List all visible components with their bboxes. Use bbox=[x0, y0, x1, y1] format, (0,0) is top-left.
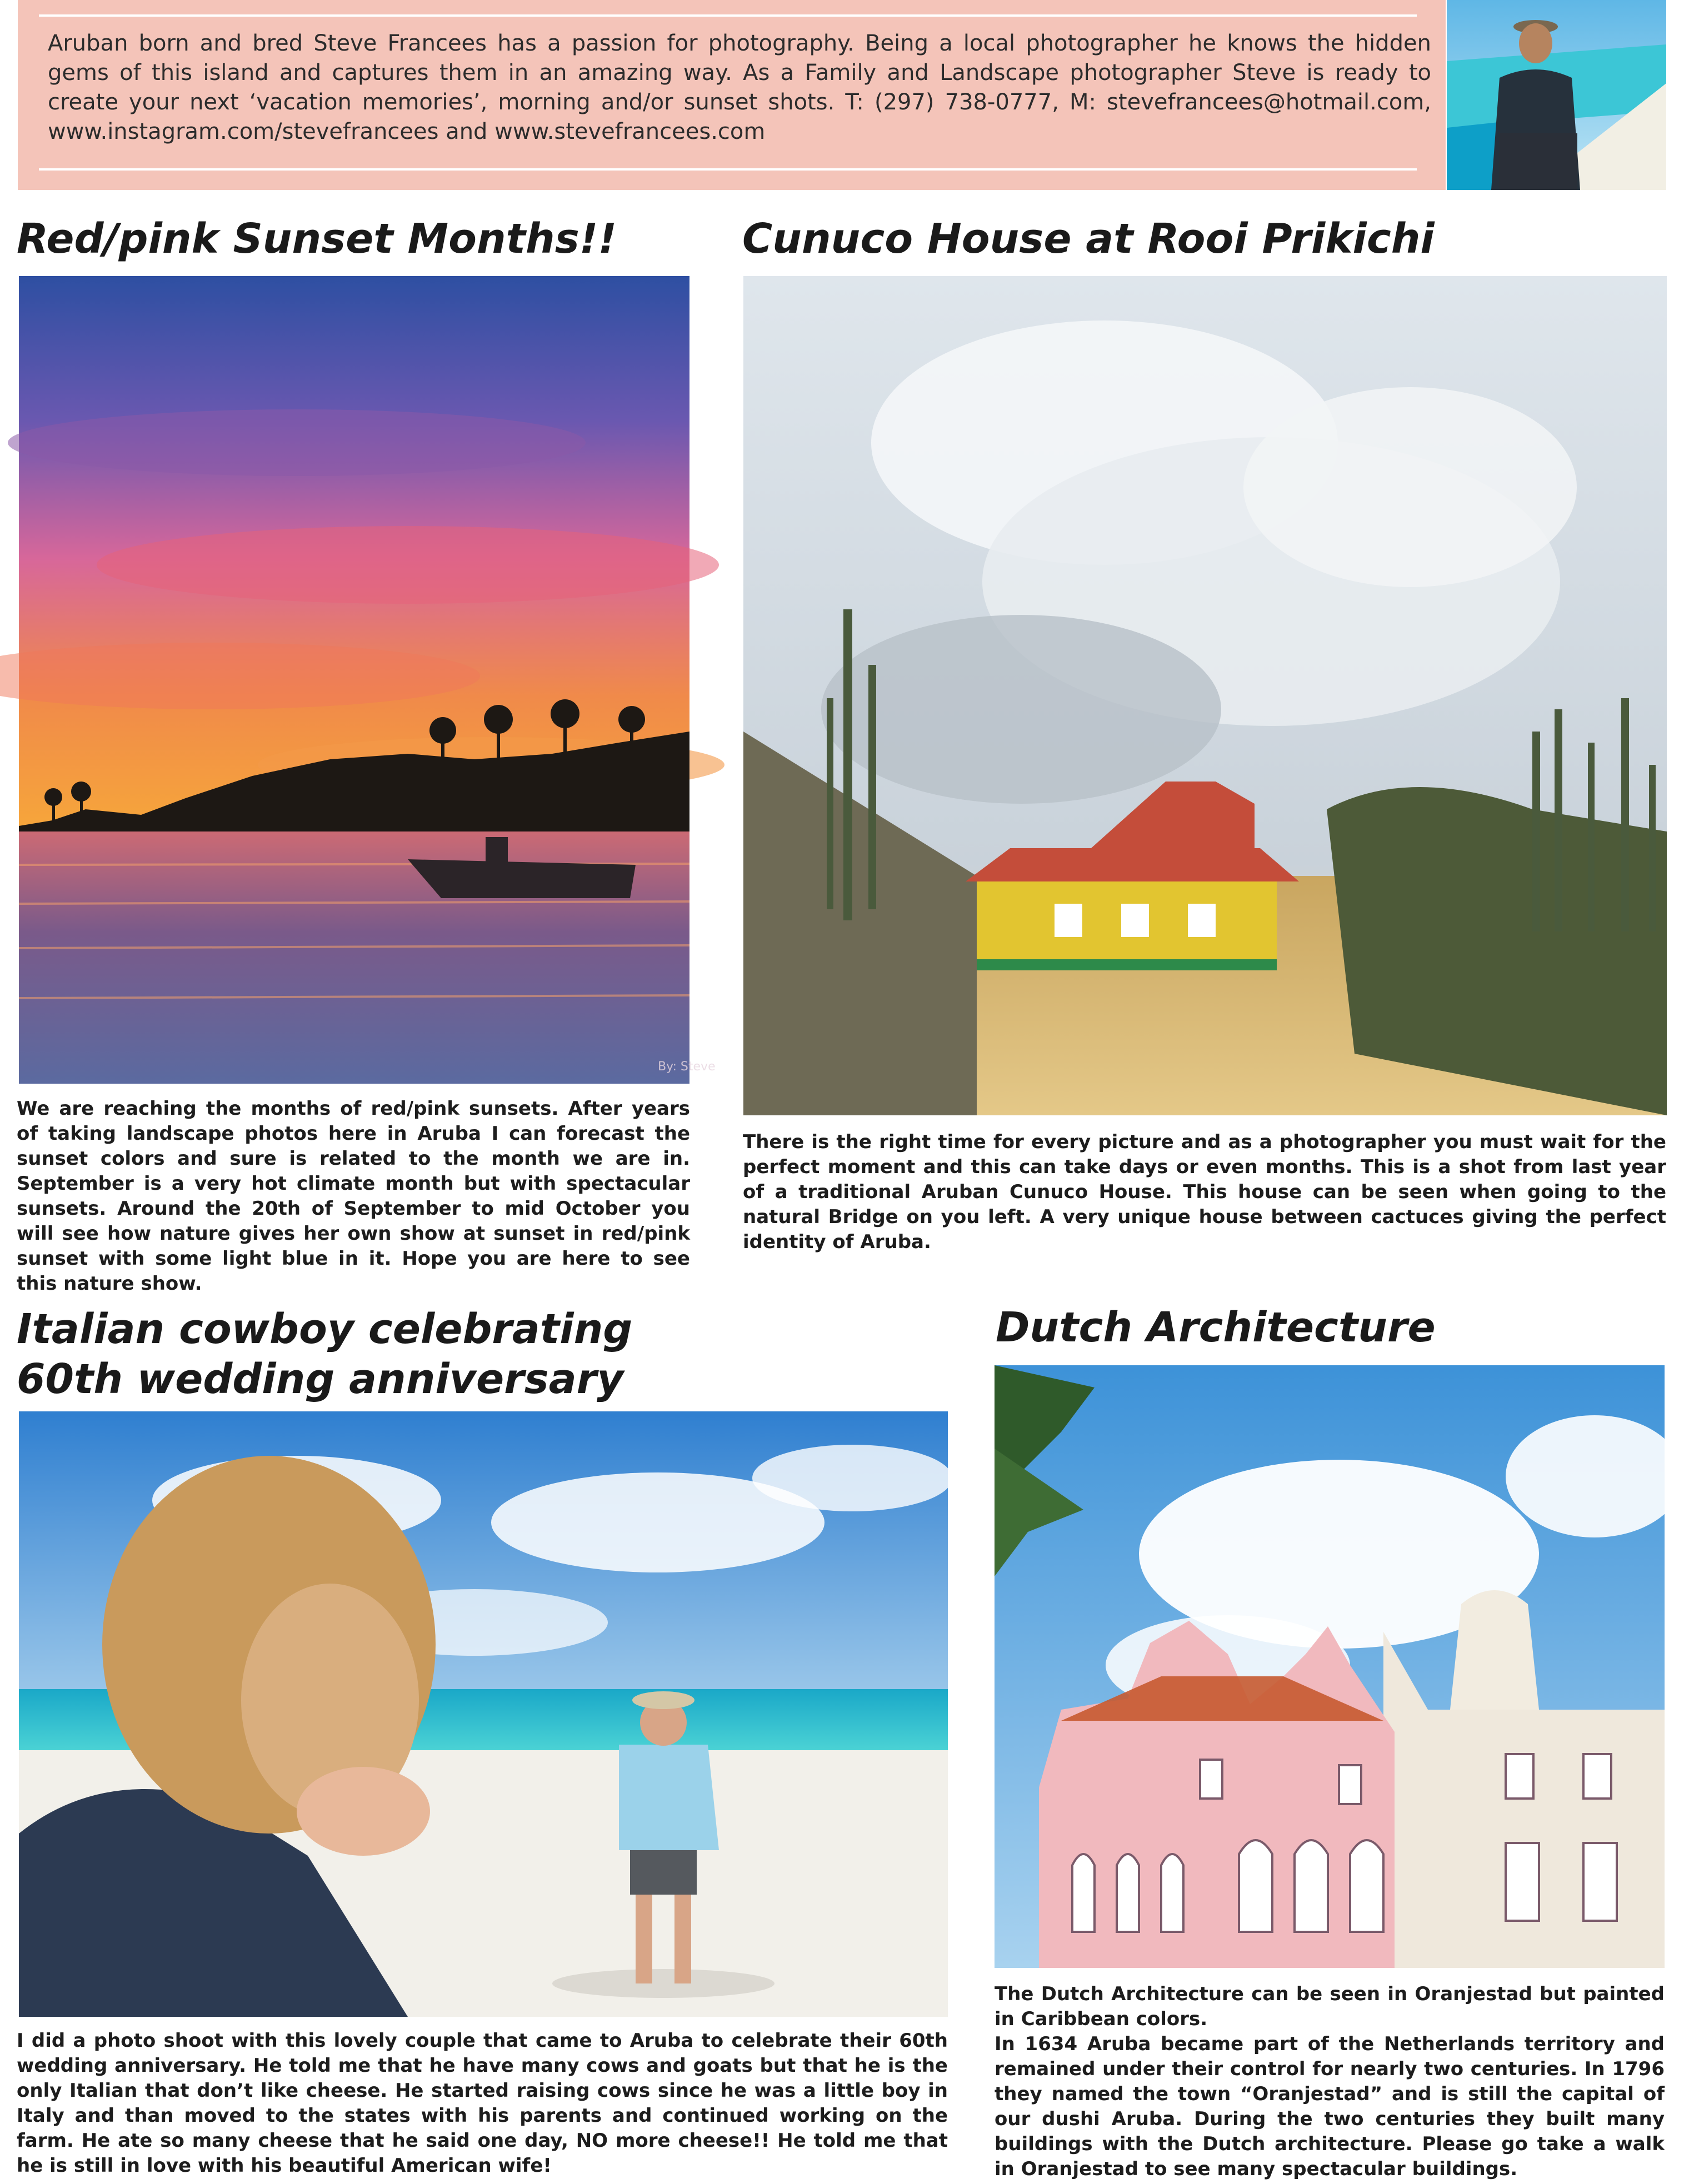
intro-text: Aruban born and bred Steve Francees has a passion for photography. Being a local photographer he knows the hidden gems of this island and captures them in an amazing way. As a Family and Landscape photographer Steve is ready to create your next ‘vacation memories’, morning and/or sunset shots. T: (297) 738-0777, M: stevefrancees@hotmail.com, www.instagram.com/stevefrancees and www.stevefrancees.com bbox=[48, 31, 1431, 144]
banner-bottom-rule bbox=[39, 168, 1417, 171]
cowboy-photo bbox=[19, 1411, 948, 2017]
dutch-body-p2: In 1634 Aruba became part of the Netherlands territory and remained under their control for nearly two centuries. In 1796 they named the town “Oranjestad” and is still the capital of our dushi Aruba. During the two centuries they built many buildings with the Dutch architecture. Please go take a walk in Oranjestad to see many spectacular buildings. bbox=[995, 2033, 1665, 2180]
sunset-watermark: By: Steve bbox=[658, 1060, 716, 1074]
sunset-headline: Red/pink Sunset Months!! bbox=[17, 215, 617, 263]
dutch-headline: Dutch Architecture bbox=[996, 1304, 1436, 1351]
banner-top-rule bbox=[39, 14, 1417, 17]
cunuco-photo bbox=[743, 276, 1667, 1115]
cowboy-headline-line1: Italian cowboy celebrating bbox=[17, 1305, 633, 1353]
photographer-portrait bbox=[1447, 0, 1666, 190]
sunset-body: We are reaching the months of red/pink sunsets. After years of taking landscape photos here in Aruba I can forecast the sunset colors and sure is related to the month we are in. September is a very hot climate month but with spectacular sunsets. Around the 20th of September to mid October you will see how nature gives her own show at sunset in red/pink sunset with some light blue in it. Hope you are here to see this nature show. bbox=[17, 1098, 690, 1295]
cunuco-headline: Cunuco House at Rooi Prikichi bbox=[742, 215, 1435, 263]
sunset-photo bbox=[19, 276, 716, 1084]
dutch-photo bbox=[995, 1365, 1665, 1968]
dutch-body-p1: The Dutch Architecture can be seen in Oranjestad but painted in Caribbean colors. bbox=[995, 1983, 1665, 2030]
cowboy-body: I did a photo shoot with this lovely couple that came to Aruba to celebrate their 60th wedding anniversary. He told me that he have many cows and goats but that he is the only Italian that don’t like cheese. He started raising cows since he was a little boy in Italy and than moved to the states with his parents and continued working on the farm. He ate so many cheese that he said one day, NO more cheese!! He told me that he is still in love with his beautiful American wife! bbox=[17, 2030, 948, 2177]
cowboy-headline-line2: 60th wedding anniversary bbox=[17, 1355, 624, 1403]
cunuco-body: There is the right time for every picture and as a photographer you must wait for the perfect moment and this can take days or even months. This is a shot from last year of a traditional Aruban Cunuco House. This house can be seen when going to the natural Bridge on you left. A very unique house between cactuces giving the perfect identity of Aruba. bbox=[743, 1131, 1666, 1253]
dutch-body bbox=[995, 1982, 1665, 2182]
